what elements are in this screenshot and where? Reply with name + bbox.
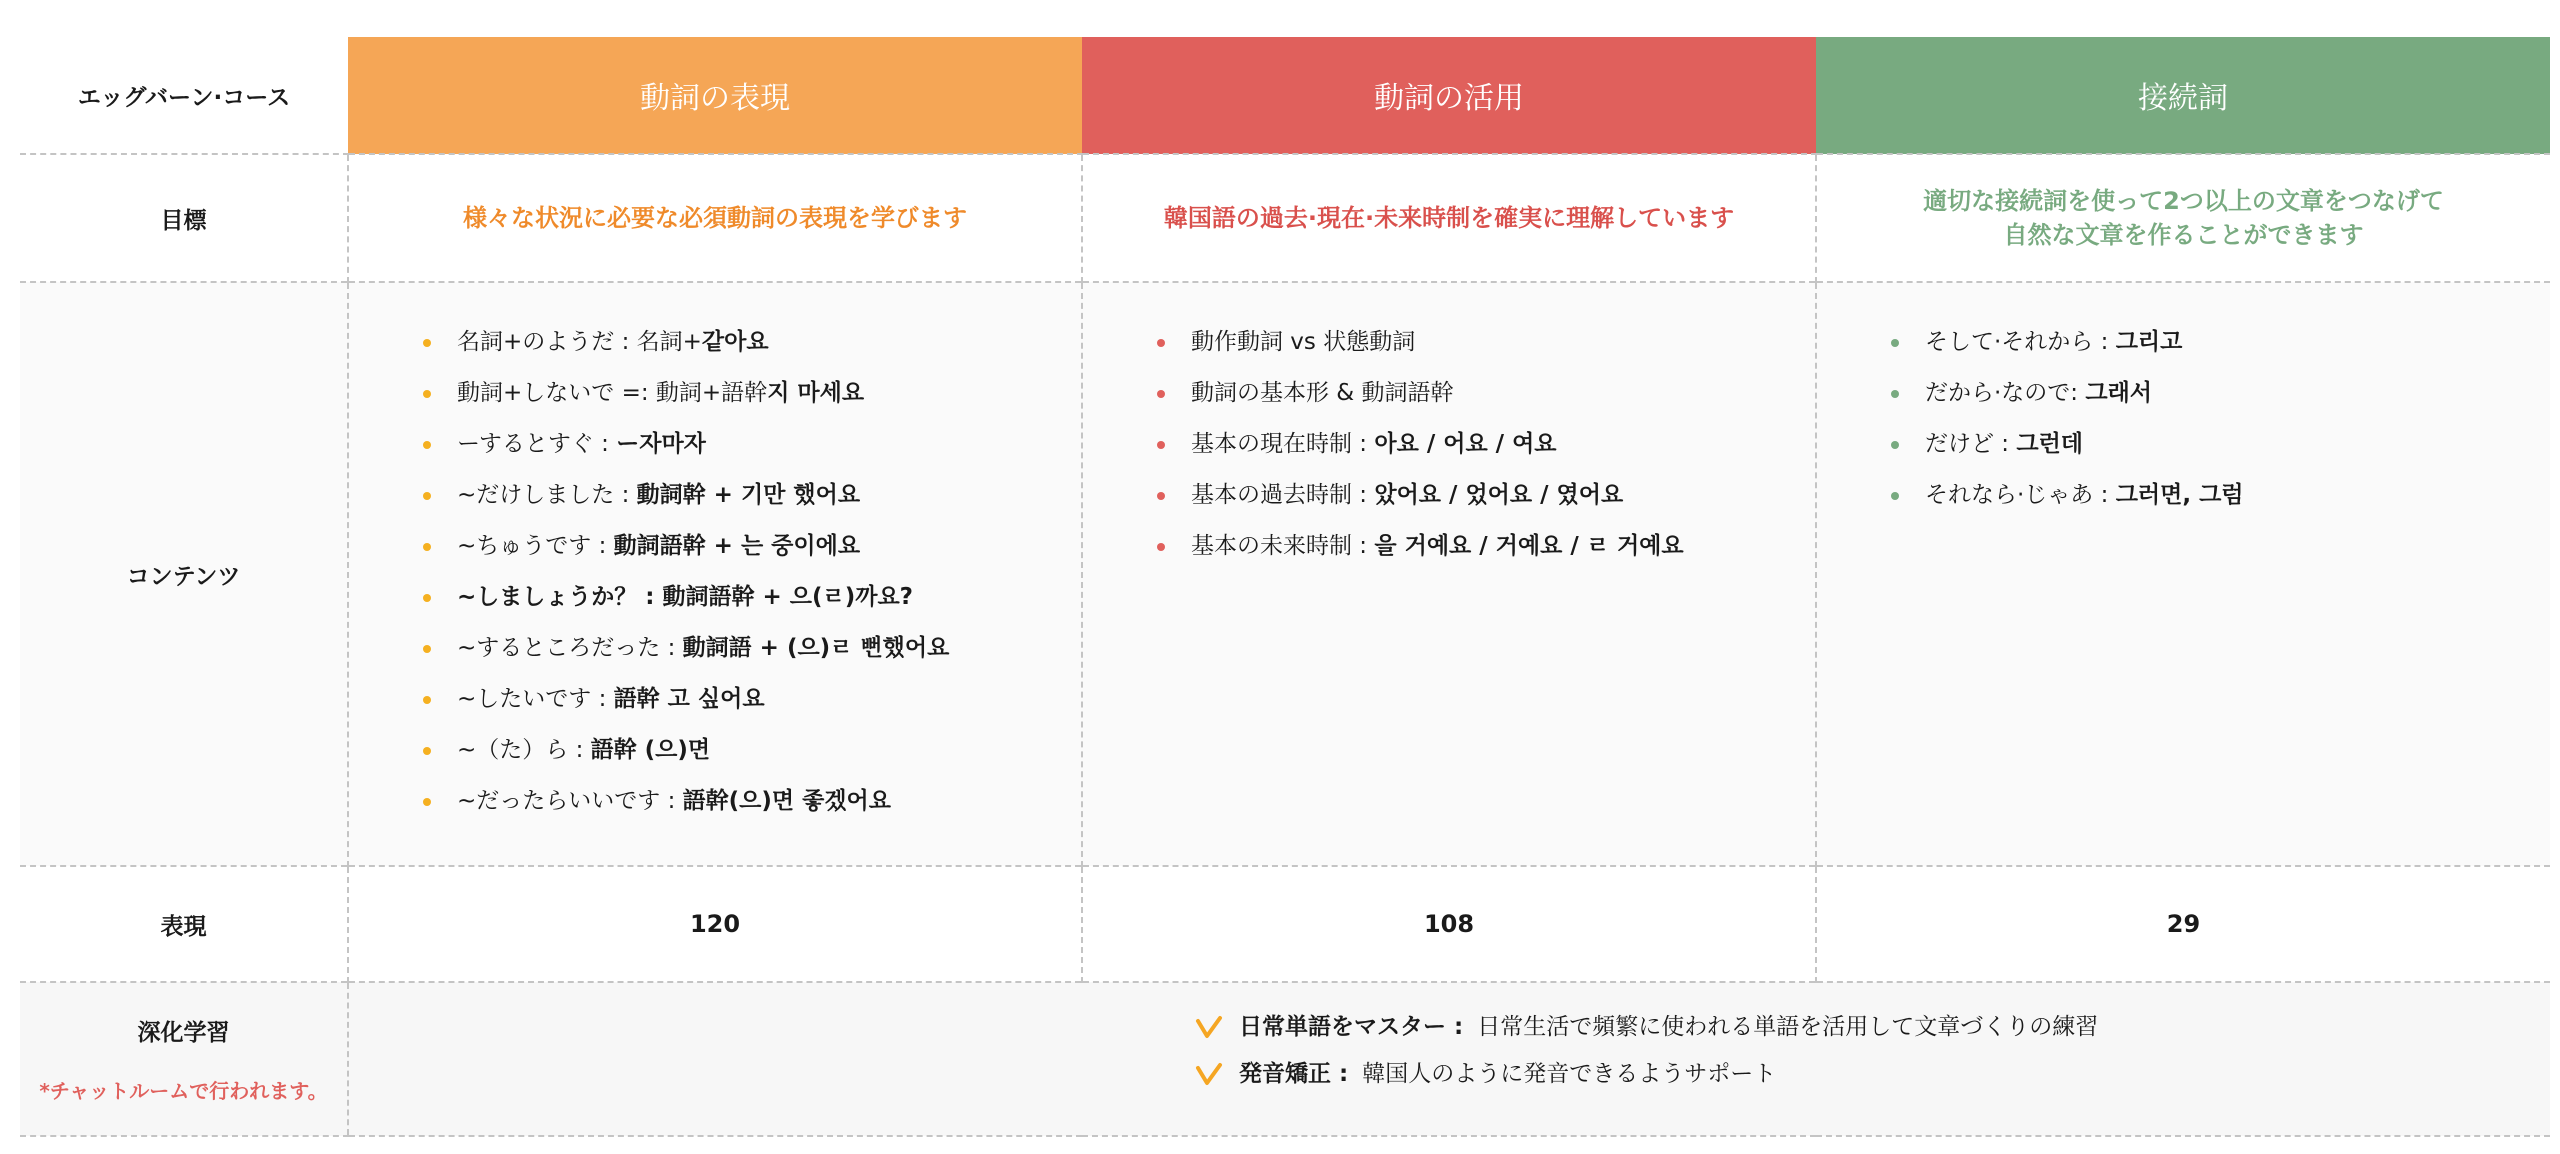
content-item-bold: 動詞幹 + 기만 했어요 bbox=[636, 482, 861, 508]
content-verb-conjugation bbox=[1082, 282, 1816, 866]
content-item-bold: 그런데 bbox=[2016, 431, 2084, 457]
content-list-item bbox=[423, 684, 1081, 735]
content-item-plain: ~（た）ら : bbox=[457, 737, 591, 763]
content-conjunctions bbox=[1816, 282, 2550, 866]
expression-row bbox=[20, 866, 2550, 982]
content-list-item bbox=[423, 429, 1081, 480]
goal-label: 目標 bbox=[20, 154, 348, 282]
content-item-bold: 그러면, 그럼 bbox=[2115, 482, 2244, 508]
course-label: エッグバーン·コース bbox=[20, 37, 348, 154]
content-item-plain: ~するところだった : bbox=[457, 635, 683, 661]
content-item-bold: 지 마세요 bbox=[767, 380, 865, 406]
content-list-verb-conjugation bbox=[1083, 283, 1815, 582]
expression-count-verb-expressions: 120 bbox=[348, 866, 1082, 982]
content-item-bold: ー자마자 bbox=[616, 431, 706, 457]
content-item-bold: 動詞語幹 + 는 중이에요 bbox=[613, 533, 861, 559]
goal-conjunctions-line-2: 自然な文章を作ることができます bbox=[2003, 221, 2364, 249]
column-header-verb-expressions: 動詞の表現 bbox=[348, 37, 1082, 154]
content-item-bold: 그리고 bbox=[2115, 329, 2183, 355]
content-list-item bbox=[1891, 327, 2550, 378]
deep-learning-label-cell bbox=[20, 982, 348, 1136]
expression-count-verb-conjugation: 108 bbox=[1082, 866, 1816, 982]
expression-count-conjunctions: 29 bbox=[1816, 866, 2550, 982]
content-item-plain: 基本の未来時制 : bbox=[1191, 533, 1375, 559]
deep-learning-item-desc: 日常生活で頻繁に使われる単語を活用して文章づくりの練習 bbox=[1477, 1014, 2099, 1040]
course-table-wrapper bbox=[20, 37, 2550, 1137]
deep-learning-item-desc: 韓国人のように発音できるようサポート bbox=[1362, 1061, 1777, 1087]
header-row bbox=[20, 37, 2550, 154]
content-item-bold: 같아요 bbox=[701, 329, 769, 355]
check-icon bbox=[1195, 1012, 1223, 1042]
content-list-item bbox=[423, 786, 1081, 837]
deep-learning-item-text bbox=[1239, 1012, 2098, 1042]
deep-learning-item bbox=[1195, 1012, 2550, 1059]
content-item-plain: だけど : bbox=[1925, 431, 2017, 457]
deep-learning-item bbox=[1195, 1059, 2550, 1106]
deep-learning-list bbox=[1195, 1012, 2550, 1106]
goal-conjunctions bbox=[1816, 154, 2550, 282]
deep-learning-item-title: 日常単語をマスター : bbox=[1239, 1014, 1472, 1040]
goal-verb-expressions: 様々な状況に必要な必須動詞の表現を学びます bbox=[348, 154, 1082, 282]
content-item-plain: 動詞+しないで =: 動詞+語幹 bbox=[457, 380, 768, 406]
deep-learning-item-title: 発音矯正 : bbox=[1239, 1061, 1357, 1087]
content-list-item bbox=[423, 531, 1081, 582]
content-list-item bbox=[1891, 378, 2550, 429]
content-list-item bbox=[1157, 429, 1815, 480]
content-list-item bbox=[1891, 480, 2550, 531]
content-item-plain: 基本の現在時制 : bbox=[1191, 431, 1375, 457]
content-list-item bbox=[1157, 327, 1815, 378]
content-item-bold: ~しましょうか？ : 動詞語幹 + 으(ㄹ)까요? bbox=[457, 584, 914, 610]
content-list-item bbox=[1157, 378, 1815, 429]
content-item-plain: そして·それから : bbox=[1925, 329, 2116, 355]
content-item-bold: 았어요 / 었어요 / 였어요 bbox=[1374, 482, 1624, 508]
deep-learning-item-text bbox=[1239, 1059, 1776, 1089]
content-item-bold: 을 거예요 / 거예요 / ㄹ 거예요 bbox=[1374, 533, 1684, 559]
content-item-bold: 아요 / 어요 / 여요 bbox=[1374, 431, 1557, 457]
content-item-plain: ~したいです : bbox=[457, 686, 614, 712]
check-icon bbox=[1195, 1059, 1223, 1089]
column-header-verb-conjugation: 動詞の活用 bbox=[1082, 37, 1816, 154]
content-item-plain: 動詞の基本形 & 動詞語幹 bbox=[1191, 380, 1454, 406]
goal-row bbox=[20, 154, 2550, 282]
content-item-bold: 그래서 bbox=[2085, 380, 2153, 406]
deep-learning-label: 深化学習 bbox=[137, 1020, 230, 1046]
deep-learning-content bbox=[348, 982, 2550, 1136]
content-item-plain: ~だけしました : bbox=[457, 482, 637, 508]
goal-conjunctions-line-1: 適切な接続詞を使って2つ以上の文章をつなげて bbox=[1923, 187, 2444, 215]
content-list-item bbox=[1157, 480, 1815, 531]
content-item-bold: 語幹 고 싶어요 bbox=[613, 686, 765, 712]
expression-label: 表現 bbox=[20, 866, 348, 982]
content-item-plain: だから·なので: bbox=[1925, 380, 2086, 406]
content-item-bold: 動詞語 + (으)ㄹ 뻔했어요 bbox=[682, 635, 950, 661]
course-table bbox=[20, 37, 2550, 1137]
content-item-plain: 名詞+のようだ : 名詞+ bbox=[457, 329, 702, 355]
content-row bbox=[20, 282, 2550, 866]
content-label: コンテンツ bbox=[20, 282, 348, 866]
content-item-bold: 語幹(으)면 좋겠어요 bbox=[682, 788, 891, 814]
content-list-item bbox=[1157, 531, 1815, 582]
deep-learning-note: *チャットルームで行われます。 bbox=[39, 1079, 328, 1103]
content-list-item bbox=[423, 582, 1081, 633]
content-item-bold: 語幹 (으)면 bbox=[590, 737, 711, 763]
goal-verb-conjugation: 韓国語の過去·現在·未来時制を確実に理解しています bbox=[1082, 154, 1816, 282]
deep-learning-row bbox=[20, 982, 2550, 1136]
content-list-item bbox=[1891, 429, 2550, 480]
content-item-plain: 動作動詞 vs 状態動詞 bbox=[1191, 329, 1416, 355]
content-list-item bbox=[423, 735, 1081, 786]
content-list-conjunctions bbox=[1817, 283, 2550, 531]
content-item-plain: 基本の過去時制 : bbox=[1191, 482, 1375, 508]
content-list-item bbox=[423, 633, 1081, 684]
content-list-item bbox=[423, 327, 1081, 378]
content-list-item bbox=[423, 378, 1081, 429]
column-header-conjunctions: 接続詞 bbox=[1816, 37, 2550, 154]
content-item-plain: ーするとすぐ : bbox=[457, 431, 617, 457]
content-list-verb-expressions bbox=[349, 283, 1081, 837]
content-verb-expressions bbox=[348, 282, 1082, 866]
content-item-plain: ~だったらいいです : bbox=[457, 788, 683, 814]
content-item-plain: それなら·じゃあ : bbox=[1925, 482, 2116, 508]
content-item-plain: ~ちゅうです : bbox=[457, 533, 614, 559]
content-list-item bbox=[423, 480, 1081, 531]
